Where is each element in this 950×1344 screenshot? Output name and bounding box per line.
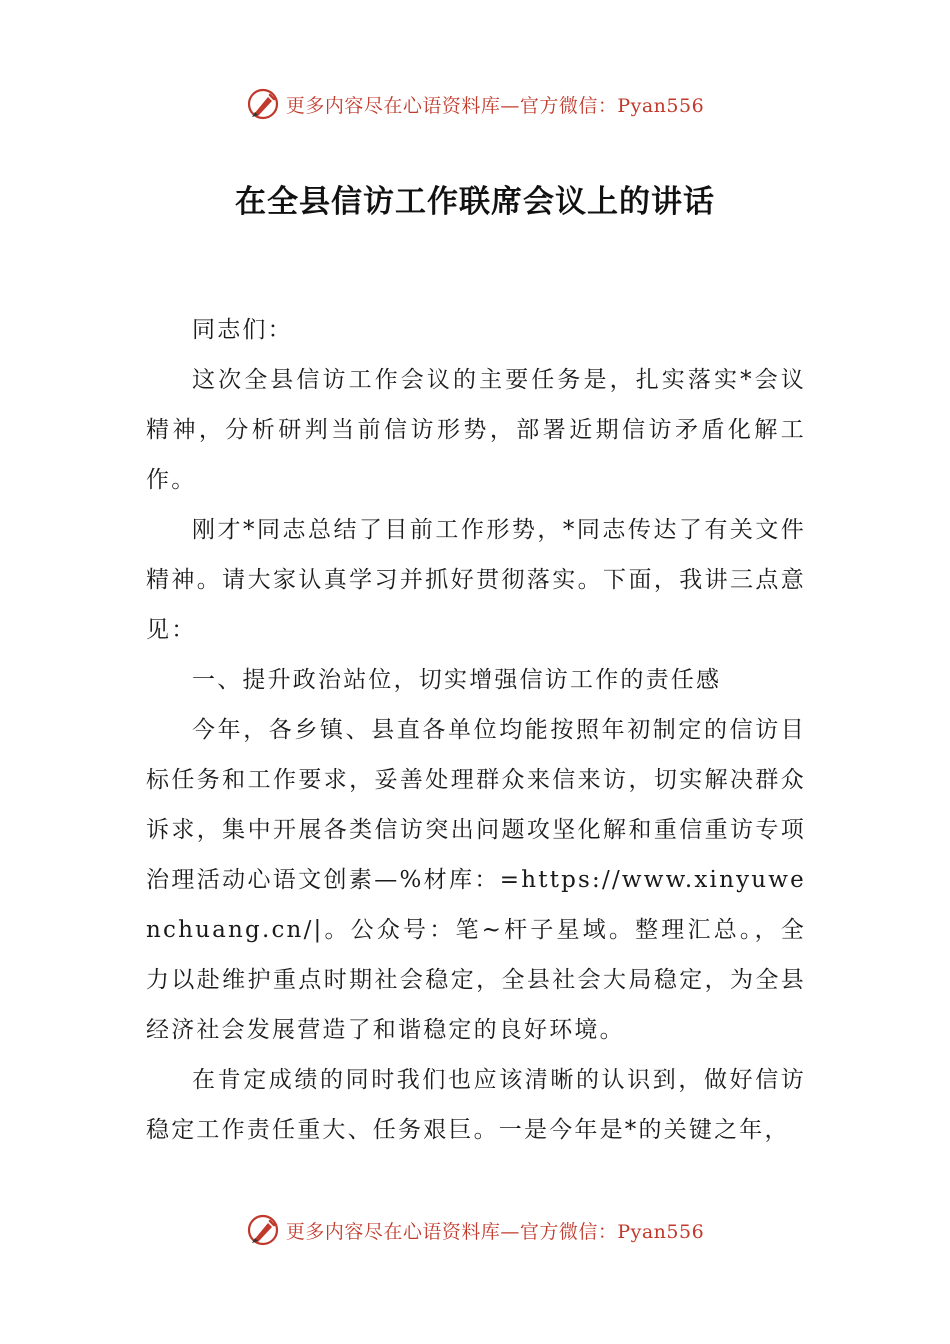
salutation: 同志们： bbox=[192, 317, 293, 343]
paragraph-4: 在肯定成绩的同时我们也应该清晰的认识到，做好信访稳定工作责任重大、任务艰巨。一是今年是*的关键之年， bbox=[146, 1067, 806, 1143]
header-watermark bbox=[0, 84, 950, 124]
document-title: 在全县信访工作联席会议上的讲话 bbox=[235, 184, 715, 220]
pen-nib-icon bbox=[246, 87, 280, 121]
header-watermark-text: 更多内容尽在心语资料库—官方微信：Pyan556 bbox=[285, 94, 705, 117]
section-heading-1: 一、提升政治站位，切实增强信访工作的责任感 bbox=[192, 667, 722, 693]
paragraph-1: 这次全县信访工作会议的主要任务是，扎实落实*会议精神，分析研判当前信访形势，部署近期信访矛盾化解工作。 bbox=[146, 367, 806, 493]
footer-watermark bbox=[0, 1210, 950, 1250]
paragraph-2: 刚才*同志总结了目前工作形势，*同志传达了有关文件精神。请大家认真学习并抓好贯彻落实。下面，我讲三点意见： bbox=[146, 517, 806, 643]
pen-nib-icon bbox=[246, 1213, 280, 1247]
footer-watermark-text: 更多内容尽在心语资料库—官方微信：Pyan556 bbox=[285, 1220, 705, 1243]
paragraph-3: 今年，各乡镇、县直各单位均能按照年初制定的信访目标任务和工作要求，妥善处理群众来信来访，切实解决群众诉求，集中开展各类信访突出问题攻坚化解和重信重访专项治理活动心语文创素—%材库：=https://www.xinyuwenchuang.cn/|。公众号：笔~杆子星域。整理汇总。，全力以赴维护重点时期社会稳定，全县社会大局稳定，为全县经济社会发展营造了和谐稳定的良好环境。 bbox=[146, 717, 806, 1043]
document-body bbox=[146, 305, 806, 1155]
